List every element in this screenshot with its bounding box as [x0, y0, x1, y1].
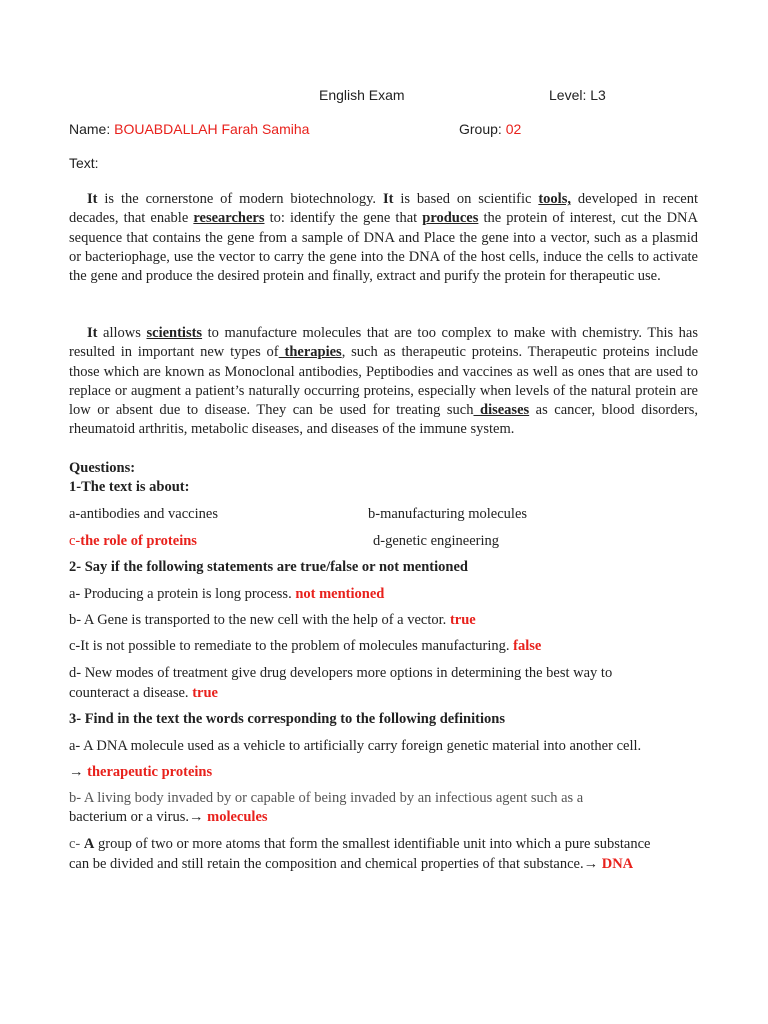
q2-title: 2- Say if the following statements are true/false or not mentioned	[69, 559, 468, 575]
q3-item-c-prefix: c-	[69, 836, 84, 852]
q2-answer-c: false	[513, 638, 542, 654]
q3-item-b-line2	[69, 809, 268, 826]
text-label: Text:	[69, 155, 99, 171]
exam-title: English Exam	[319, 87, 405, 103]
q2-item-c	[69, 638, 541, 655]
q3-title: 3- Find in the text the words corresponding to the following definitions	[69, 711, 505, 727]
q2-answer-b: true	[449, 612, 476, 628]
q2-item-b	[69, 612, 476, 629]
q3-item-b-text: bacterium or a virus.→	[69, 809, 208, 825]
keyword-it-2: It	[382, 191, 394, 207]
paragraph-1	[69, 190, 698, 286]
q2-answer-a: not mentioned	[295, 586, 385, 602]
questions-heading: Questions:	[69, 460, 136, 476]
level-label: Level: L3	[549, 87, 606, 103]
q2-item-d-line2	[69, 685, 218, 702]
q1-option-d: d-genetic engineering	[373, 533, 500, 549]
q1-option-c-answer: the role of proteins	[80, 533, 197, 549]
q3-answer-b: molecules	[207, 809, 268, 825]
para1-text-5: the protein of interest, cut the DNA sequence that contains the gene from a sample of DNA and Place the gene into a vector, such as a plasmid or bacteriophage, use the vector to carry the gene into the DNA of the host cells, induce the cells to activate the gene and produce the desired protein and finally, extract and purify the protein for therapeutic use.	[69, 210, 698, 285]
name-label: Name:	[69, 121, 115, 137]
q2-item-d-text: counteract a disease.	[69, 685, 193, 701]
keyword-scientists: scientists	[146, 325, 203, 341]
q1-option-c	[69, 533, 197, 550]
para1-text-1: is the cornerstone of modern biotechnology.	[97, 191, 383, 207]
q2-item-a-text: a- Producing a protein is long process.	[69, 586, 296, 602]
q3-item-c-text-2: can be divided and still retain the composition and chemical properties of that substance.→	[69, 856, 602, 872]
q2-answer-d: true	[192, 685, 218, 701]
q1-option-a: a-antibodies and vaccines	[69, 506, 218, 522]
paragraph-2	[69, 324, 698, 440]
para1-text-3: developed in recent decades, that enable	[69, 191, 698, 227]
q1-title: 1-The text is about:	[69, 479, 190, 495]
q3-item-c-text: group of two or more atoms that form the smallest identifiable unit into which a pure substance	[94, 836, 651, 852]
q3-answer-a: therapeutic proteins	[87, 764, 213, 780]
para2-text-1: allows	[97, 325, 147, 341]
keyword-researchers: researchers	[193, 210, 265, 227]
q3-item-a: a- A DNA molecule used as a vehicle to artificially carry foreign genetic material into another cell.	[69, 738, 642, 754]
q1-option-b: b-manufacturing molecules	[368, 506, 528, 522]
para1-text-4: to: identify the gene that	[264, 210, 423, 227]
keyword-therapies: therapies	[278, 344, 342, 361]
q3-item-c-line2	[69, 856, 633, 873]
para2-text-2: to manufacture molecules that are too complex to make with chemistry. This has resulted in important new types of	[69, 325, 699, 361]
arrow-icon: →	[69, 764, 88, 780]
q2-item-c-text: c-It is not possible to remediate to the problem of molecules manufacturing.	[69, 638, 514, 654]
q3-answer-a-line	[69, 764, 212, 781]
q2-item-a	[69, 586, 384, 603]
keyword-produces: produces	[422, 210, 479, 227]
para2-text-4: as cancer, blood disorders, rheumatoid arthritis, metabolic diseases, and diseases of the immune system.	[69, 402, 698, 438]
keyword-diseases: diseases	[473, 402, 530, 419]
q1-option-c-prefix: c-	[69, 533, 81, 549]
q2-item-d-line1: d- New modes of treatment give drug developers more options in determining the best way to	[69, 665, 613, 681]
para2-text-3: , such as therapeutic proteins. Therapeutic proteins include those which are known as Monoclonal antibodies, Peptibodies and vaccines as well as ones that are used to replace or augment a patient’s naturally occurring proteins, especially when levels of the natural protein are low or absent due to disease. They can be used for treating such	[69, 344, 699, 419]
para1-text-2: is based on scientific	[393, 191, 539, 207]
keyword-tools: tools,	[538, 191, 571, 207]
group-label: Group:	[459, 121, 506, 137]
q3-item-b-line1: b- A living body invaded by or capable of being invaded by an infectious agent such as a	[69, 790, 584, 806]
group-value: 02	[505, 121, 522, 137]
q3-answer-c: DNA	[601, 856, 634, 872]
keyword-it-3: It	[87, 325, 98, 341]
name-line	[69, 121, 309, 137]
group-line	[459, 121, 521, 137]
q3-item-c-bold: A	[83, 836, 95, 852]
q3-item-c-line1	[69, 836, 650, 853]
student-name: BOUABDALLAH Farah Samiha	[114, 121, 310, 137]
keyword-it: It	[87, 191, 98, 207]
q2-item-b-text: b- A Gene is transported to the new cell with the help of a vector.	[69, 612, 450, 628]
